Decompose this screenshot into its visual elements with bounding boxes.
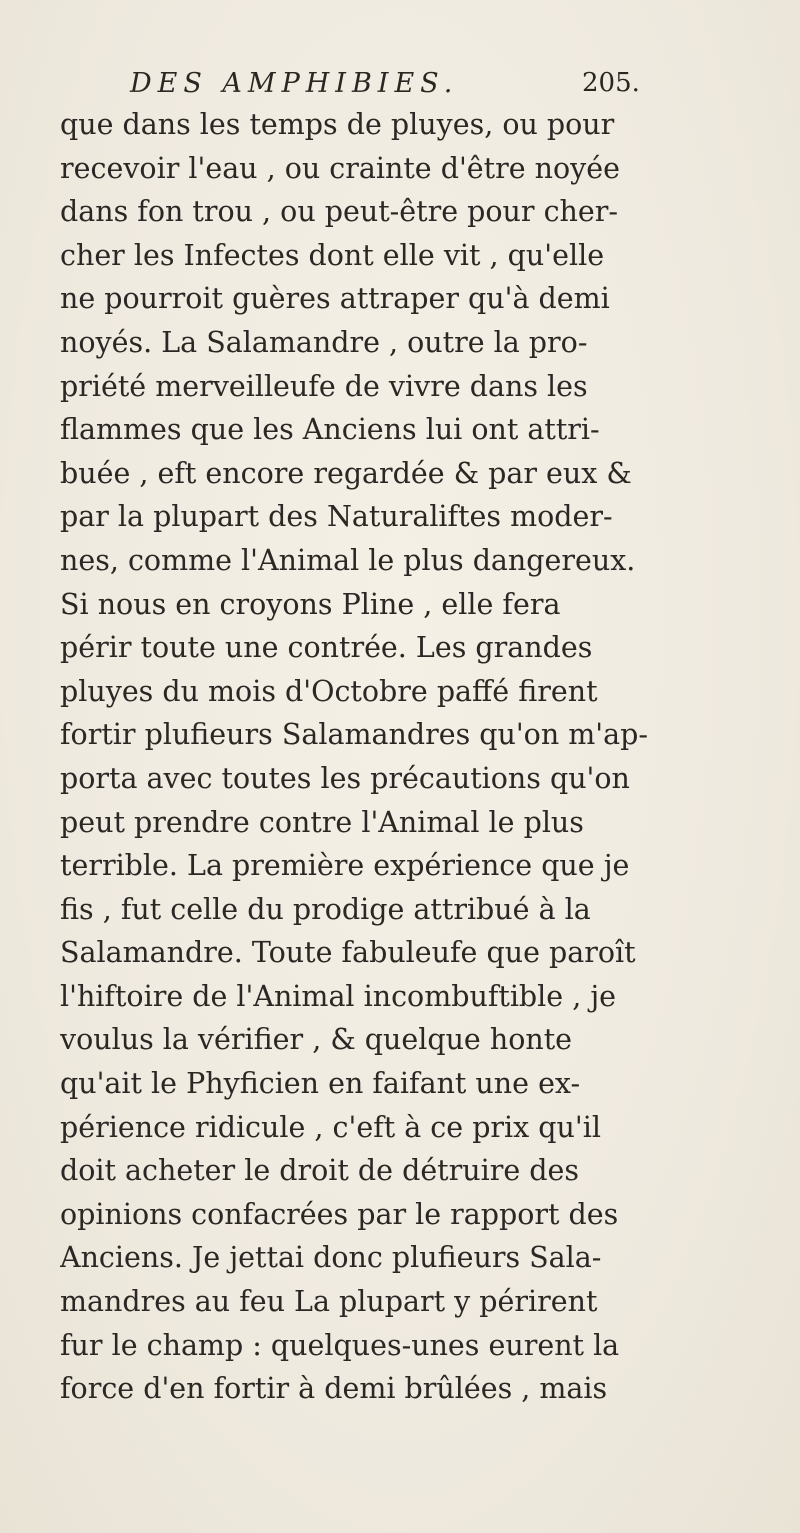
text-line: recevoir l'eau , ou crainte d'être noyée [60, 151, 621, 185]
text-line: buée , eft encore regardée & par eux & [60, 456, 632, 490]
text-line: peut prendre contre l'Animal le plus [60, 805, 584, 839]
text-line: mandres au feu La plupart y périrent [60, 1285, 598, 1319]
text-line: Si nous en croyons Pline , elle fera [60, 587, 561, 621]
text-line: qu'ait le Phyficien en faifant une ex- [60, 1067, 581, 1101]
text-line: terrible. La première expérience que je [60, 849, 630, 883]
text-line: dans fon trou , ou peut-être pour cher- [60, 195, 619, 229]
text-line: par la plupart des Naturaliftes moder- [60, 500, 613, 534]
page-header [130, 68, 650, 102]
text-line: ne pourroit guères attraper qu'à demi [60, 282, 610, 316]
text-line: périr toute une contrée. Les grandes [60, 631, 593, 665]
text-line: que dans les temps de pluyes, ou pour [60, 108, 615, 141]
text-line: doit acheter le droit de détruire des [60, 1154, 580, 1188]
text-line: Anciens. Je jettai donc plufieurs Sala- [60, 1241, 602, 1275]
text-line: fortir plufieurs Salamandres qu'on m'ap- [60, 718, 648, 752]
text-line: fur le champ : quelques-unes eurent la [60, 1328, 620, 1362]
running-title: DES AMPHIBIES. [130, 68, 459, 99]
text-line: fis , fut celle du prodige attribué à la [60, 892, 591, 926]
text-line: flammes que les Anciens lui ont attri- [60, 413, 600, 447]
body-text [60, 103, 760, 1411]
text-line: pluyes du mois d'Octobre paffé firent [60, 674, 598, 708]
text-line: Salamandre. Toute fabuleufe que paroît [60, 936, 636, 970]
text-line: l'hiftoire de l'Animal incombuftible , je [60, 979, 617, 1013]
text-line: nes, comme l'Animal le plus dangereux. [60, 543, 636, 577]
text-line: cher les Infectes dont elle vit , qu'elle [60, 238, 605, 272]
page-number: 205. [582, 68, 640, 98]
text-line: opinions confacrées par le rapport des [60, 1197, 619, 1231]
text-line: porta avec toutes les précautions qu'on [60, 761, 630, 795]
text-line: priété merveilleufe de vivre dans les [60, 369, 588, 403]
text-line: noyés. La Salamandre , outre la pro- [60, 325, 588, 359]
text-line: périence ridicule , c'eft à ce prix qu'il [60, 1110, 601, 1144]
text-line: force d'en fortir à demi brûlées , mais [60, 1372, 608, 1406]
text-line: voulus la vérifier , & quelque honte [60, 1023, 573, 1057]
